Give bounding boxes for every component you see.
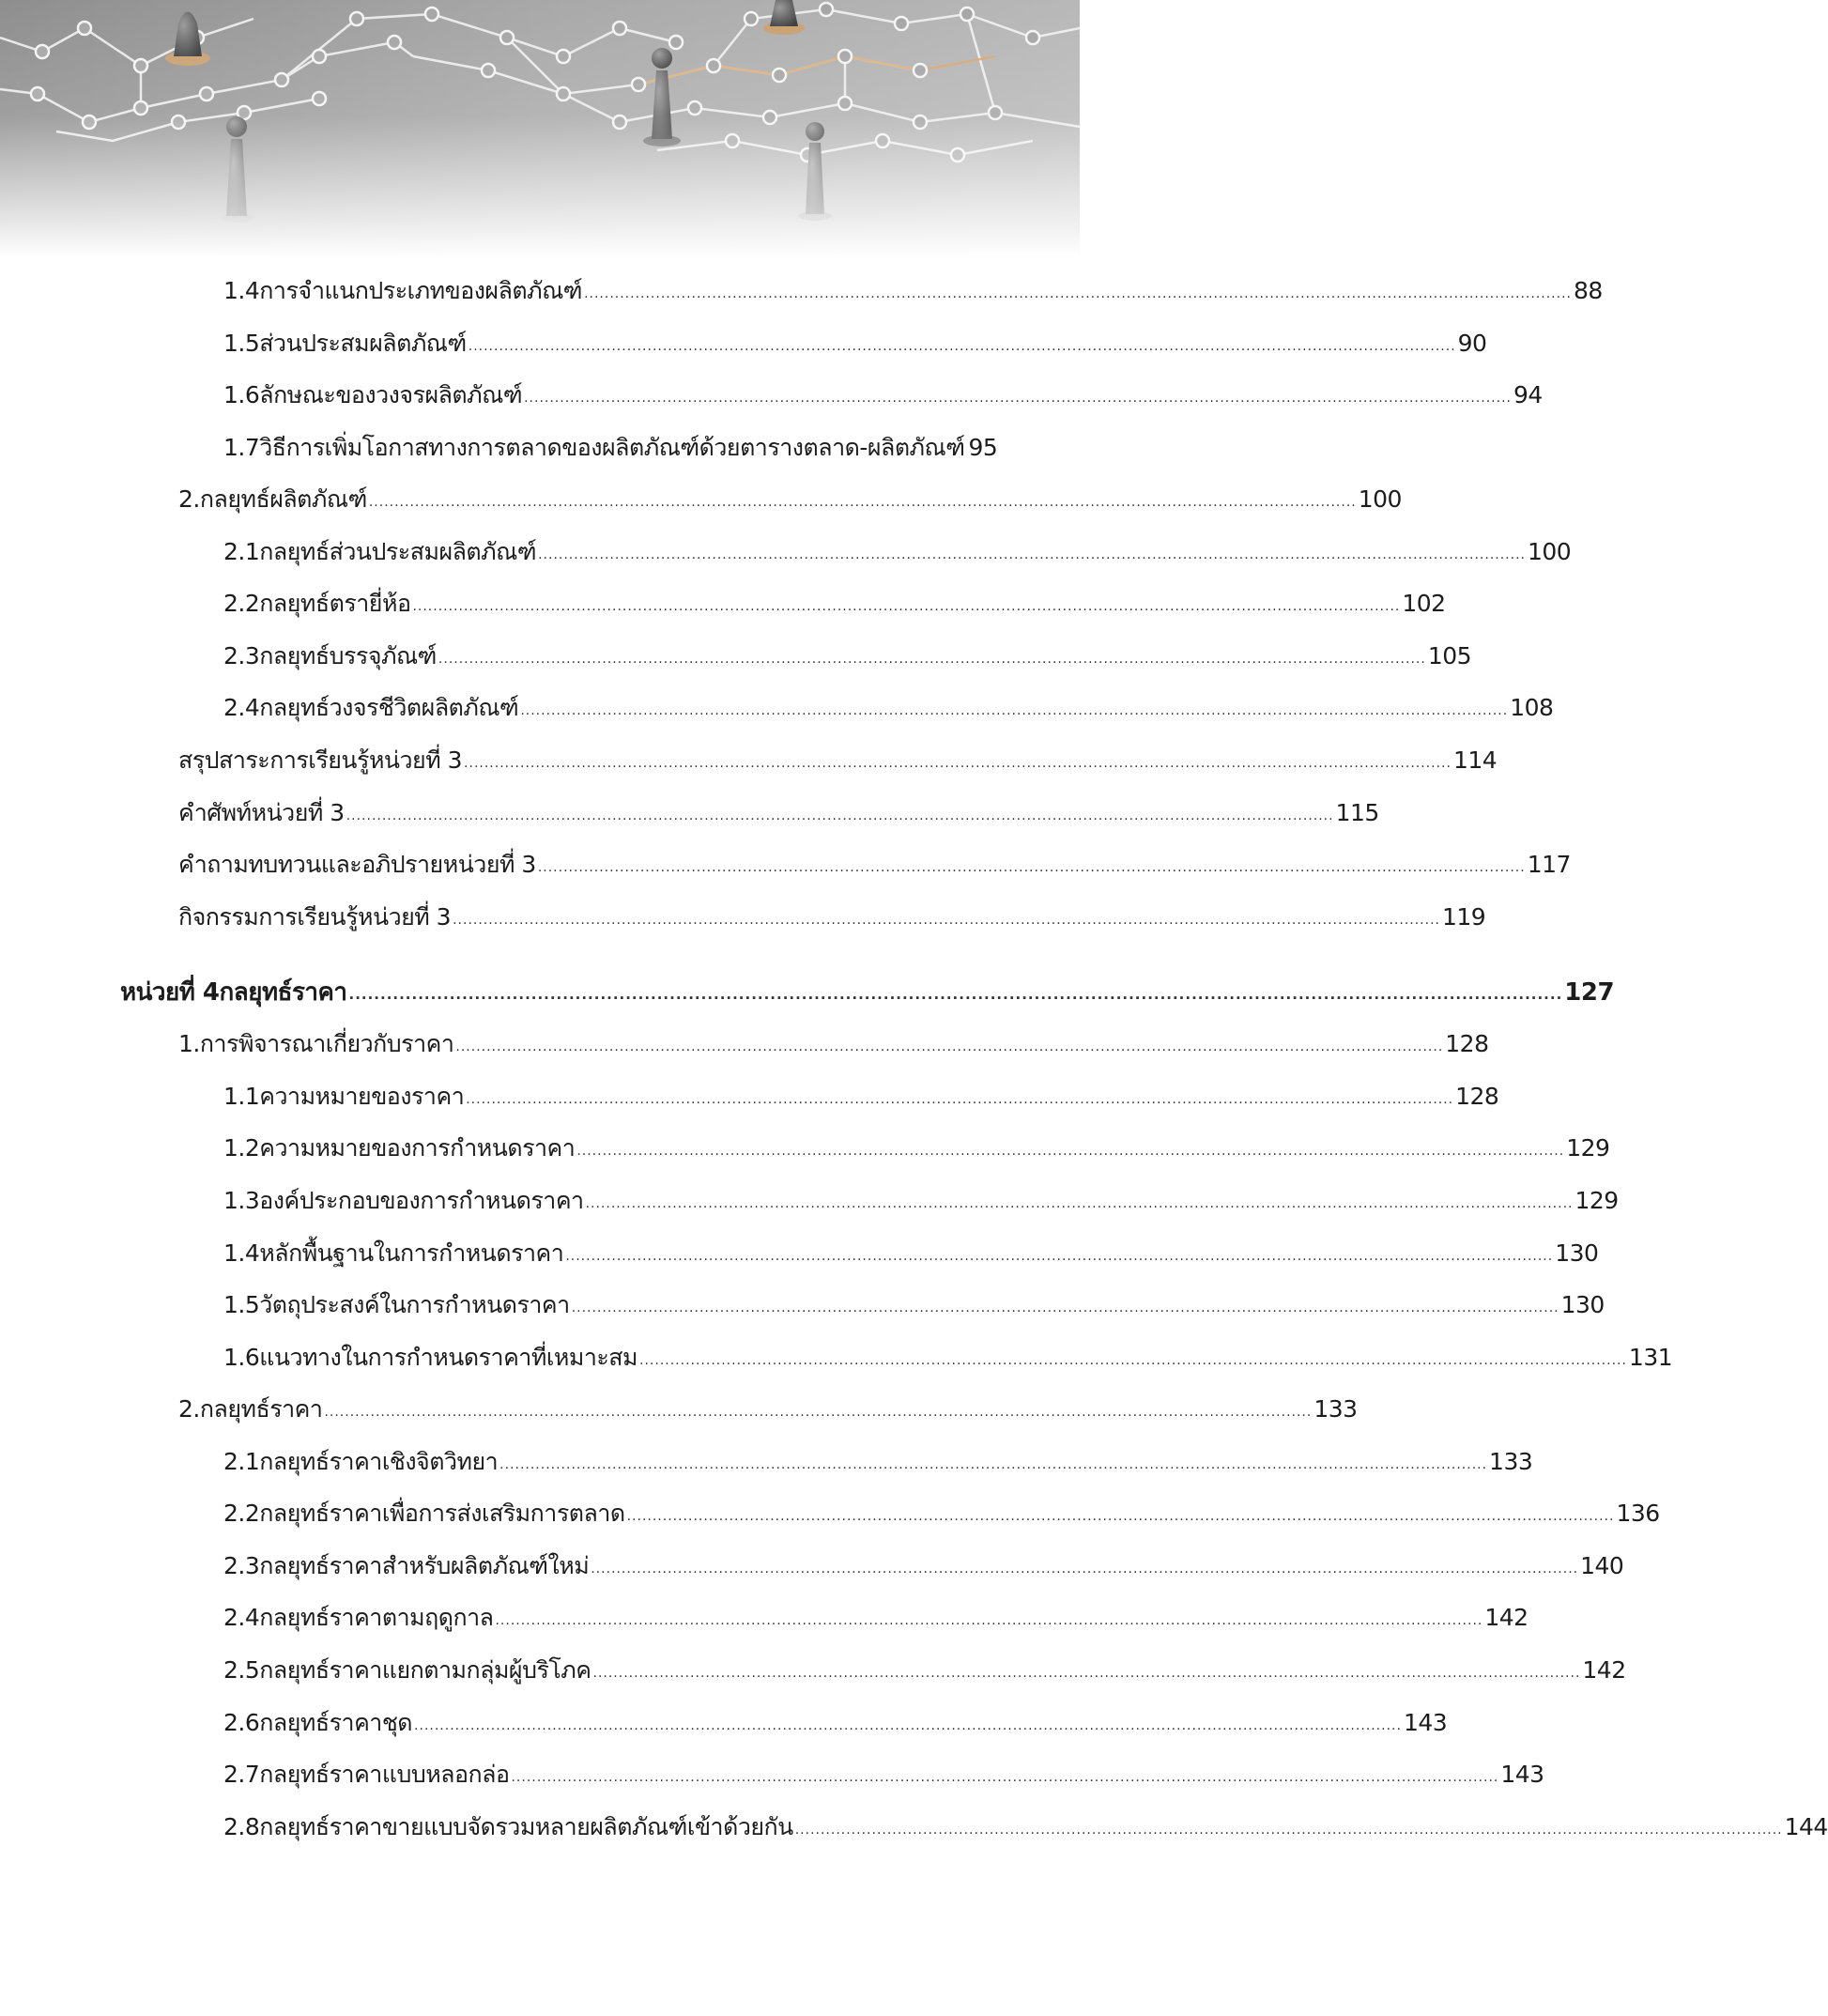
toc-entry[interactable] [178,794,1379,832]
toc-entry[interactable] [223,325,1487,362]
toc-entry-title: คำถามทบทวนและอภิปรายหน่วยที่ 3 [178,851,536,878]
dot-leader: ................................................................................................................................................................................................. [584,286,1572,301]
toc-entry-page: 143 [1500,1761,1544,1788]
dot-leader: ................................................................................................................................................................................................. [414,1718,1402,1733]
toc-entry-page: 129 [1575,1187,1619,1214]
dot-leader: ................................................................................................................................................................................................. [495,1613,1483,1628]
toc-entry[interactable] [223,1547,1624,1585]
toc-entry-number: 1.2 [223,1134,260,1162]
toc-entry-number: 1.4 [223,277,260,304]
toc-entry[interactable] [223,1339,1673,1377]
toc-entry-title: ความหมายของการกำหนดราคา [259,1134,576,1162]
dot-leader: ................................................................................................................................................................................................. [794,1823,1783,1838]
toc-entry-page: 108 [1510,694,1554,721]
toc-entry-page: 88 [1573,277,1603,304]
toc-entry[interactable] [223,1808,1828,1846]
toc-entry-page: 140 [1580,1552,1624,1579]
toc-entry-title: คำศัพท์หน่วยที่ 3 [178,799,345,826]
toc-entry[interactable] [223,1495,1660,1532]
toc-entry-page: 100 [1358,485,1402,513]
toc-unit-title: กลยุทธ์ราคา [219,978,347,1007]
toc-entry-page: 94 [1513,381,1543,408]
toc-entry-page: 142 [1582,1656,1626,1684]
toc-entry[interactable] [178,1391,1358,1428]
dot-leader: ................................................................................................................................................................................................. [468,339,1456,354]
toc-entry-title: กลยุทธ์วงจรชีวิตผลิตภัณฑ์ [259,694,519,721]
toc-entry-number: 1.4 [223,1239,260,1267]
toc-entry-title: กลยุทธ์ราคาเชิงจิตวิทยา [259,1448,499,1475]
toc-entry[interactable] [223,533,1572,571]
toc-entry-number: 2.3 [223,642,260,669]
toc-entry-page: 143 [1403,1709,1448,1736]
toc-entry[interactable] [223,689,1554,727]
toc-entry-page: 128 [1455,1083,1499,1110]
toc-entry-page: 130 [1560,1291,1605,1318]
toc-entry-number: 2.2 [223,1500,260,1527]
dot-leader: ................................................................................................................................................................................................. [466,1092,1454,1107]
toc-entry-page: 95 [968,434,998,461]
toc-entry-page: 144 [1784,1813,1828,1840]
toc-entry-page: 90 [1457,330,1487,357]
toc-entry[interactable] [223,1652,1626,1689]
toc-entry-page: 136 [1616,1500,1660,1527]
toc-entry[interactable] [223,1599,1528,1637]
toc-entry-number: 1.5 [223,1291,260,1318]
header-banner-image [0,0,1080,258]
toc-entry-title: กลยุทธ์ราคาแยกตามกลุ่มผู้บริโภค [259,1656,591,1684]
toc-entry-title: กลยุทธ์ราคาเพื่อการส่งเสริมการตลาด [259,1500,625,1527]
toc-entry-page: 119 [1441,903,1486,931]
dot-leader: ................................................................................................................................................................................................. [520,703,1509,718]
toc-entry[interactable] [223,429,998,467]
dot-leader: ................................................................................................................................................................................................. [538,547,1526,562]
toc-entry[interactable] [223,585,1446,623]
dot-leader: ................................................................................................................................................................................................. [511,1770,1499,1785]
dot-leader: ................................................................................................................................................................................................. [455,1039,1444,1054]
toc-entry-number: 2.8 [223,1813,260,1840]
toc-entry-page: 129 [1566,1134,1610,1162]
toc-entry-title: กลยุทธ์ราคา [199,1395,323,1423]
toc-entry-page: 114 [1452,746,1498,774]
toc-entry-page: 102 [1402,590,1446,617]
toc-entry-title: กลยุทธ์บรรจุภัณฑ์ [259,642,437,669]
toc-entry-title: หลักพื้นฐานในการกำหนดราคา [259,1239,564,1267]
dot-leader: ................................................................................................................................................................................................. [591,1562,1579,1577]
toc-entry[interactable] [223,272,1603,310]
toc-entry[interactable] [223,377,1543,414]
dot-leader: ................................................................................................................................................................................................. [592,1666,1581,1681]
toc-entry-title: กลยุทธ์ราคาขายแบบจัดรวมหลายผลิตภัณฑ์เข้าด้วยกัน [259,1813,793,1840]
dot-leader: ................................................................................................................................................................................................. [346,808,1334,823]
toc-entry-page: 142 [1484,1604,1528,1631]
toc-entry-title: กลยุทธ์ผลิตภัณฑ์ [199,485,367,513]
toc-entry-page: 105 [1427,642,1472,669]
toc-entry-number: 1. [178,1030,200,1057]
toc-entry[interactable] [223,1704,1448,1742]
toc-entry-number: 2. [178,1395,200,1423]
toc-entry-title: องค์ประกอบของการกำหนดราคา [259,1187,584,1214]
toc-entry-number: 1.3 [223,1187,260,1214]
toc-entry-number: 1.6 [223,1344,260,1371]
toc-entry-page: 133 [1313,1395,1358,1423]
toc-entry-title: กิจกรรมการเรียนรู้หน่วยที่ 3 [178,903,452,931]
toc-entry-number: 2.4 [223,694,260,721]
toc-entry-title: ส่วนประสมผลิตภัณฑ์ [259,330,467,357]
dot-leader: ................................................................................................................................................................................................. [368,495,1357,510]
dot-leader: ................................................................................................................................................................................................. [576,1144,1565,1159]
dot-leader: ................................................................................................................................................................................................. [537,860,1526,875]
dot-leader: ................................................................................................................................................................................................. [499,1457,1488,1472]
toc-entry-title: สรุปสาระการเรียนรู้หน่วยที่ 3 [178,746,463,774]
dot-leader: ................................................................................................................................................................................................. [626,1509,1615,1524]
toc-entry-number: 2.1 [223,1448,260,1475]
toc-entry[interactable] [178,899,1486,936]
toc-entry-number: 2.6 [223,1709,260,1736]
toc-entry[interactable] [223,638,1472,675]
toc-entry-title: กลยุทธ์ราคาสำหรับผลิตภัณฑ์ใหม่ [259,1552,590,1579]
toc-entry-title: กลยุทธ์ราคาตามฤดูกาล [259,1604,494,1631]
toc-entry-title: กลยุทธ์ราคาชุด [259,1709,413,1736]
dot-leader: ................................................................................................................................................................................................. [639,1353,1627,1368]
dot-leader: ................................................................................................................................................................................................. [438,652,1426,667]
toc-entry-page: 115 [1335,799,1379,826]
toc-entry-number: 1.6 [223,381,260,408]
toc-entry[interactable] [223,1235,1599,1272]
toc-entry-number: 2.1 [223,538,260,565]
dot-leader: ................................................................................................................................................................................................. [565,1249,1554,1264]
toc-entry-number: 2.4 [223,1604,260,1631]
toc-entry[interactable] [223,1078,1499,1116]
toc-entry[interactable] [223,1130,1610,1167]
toc-entry-title: การพิจารณาเกี่ยวกับราคา [199,1030,454,1057]
dot-leader: ................................................................................................................................................................................................. [571,1300,1559,1316]
toc-entry-page: 100 [1527,538,1572,565]
toc-entry[interactable] [178,481,1402,518]
dot-leader: ................................................................................................................................................................................................. [464,756,1452,771]
dot-leader: ................................................................................................................................................................................................. [453,913,1440,928]
dot-leader: ................................................................................................................................................................................................. [524,391,1512,406]
toc-entry-page: 130 [1555,1239,1599,1267]
toc-entry[interactable] [178,1025,1489,1063]
toc-entry-title: ความหมายของราคา [259,1083,465,1110]
toc-entry-title: กลยุทธ์ราคาแบบหลอกล่อ [259,1761,510,1788]
toc-entry-number: 2.2 [223,590,260,617]
toc-unit-heading[interactable] [120,973,1615,1011]
toc-entry[interactable] [223,1286,1605,1324]
toc-entry-number: 1.7 [223,434,260,461]
toc-unit-number: หน่วยที่ 4 [120,978,220,1007]
toc-entry-title: วัตถุประสงค์ในการกำหนดราคา [259,1291,570,1318]
dot-leader: ................................................................................................................................................................................................. [412,599,1401,614]
chess-network-illustration [0,0,1080,258]
toc-entry-number: 2.3 [223,1552,260,1579]
toc-entry[interactable] [178,742,1498,779]
dot-leader: ................................................................................................................................................................................................. [324,1405,1313,1420]
dot-leader: ................................................................................................................................................................................................. [348,986,1563,1003]
dot-leader: ................................................................................................................................................................................................. [585,1196,1574,1211]
toc-entry-title: กลยุทธ์ตรายี่ห้อ [259,590,411,617]
toc-entry-title: การจำแนกประเภทของผลิตภัณฑ์ [259,277,583,304]
toc-entry-number: 2. [178,485,200,513]
toc-entry[interactable] [178,846,1571,884]
toc-entry-title: กลยุทธ์ส่วนประสมผลิตภัณฑ์ [259,538,537,565]
toc-entry-number: 1.5 [223,330,260,357]
toc-entry-page: 133 [1489,1448,1533,1475]
toc-entry[interactable] [223,1443,1533,1481]
toc-entry[interactable] [223,1756,1544,1793]
toc-entry-page: 117 [1527,851,1571,878]
toc-entry-title: ลักษณะของวงจรผลิตภัณฑ์ [259,381,523,408]
toc-unit-page: 127 [1564,978,1615,1007]
toc-entry-page: 131 [1628,1344,1673,1371]
toc-entry-number: 2.7 [223,1761,260,1788]
toc-entry-number: 2.5 [223,1656,260,1684]
toc-entry-title: แนวทางในการกำหนดราคาที่เหมาะสม [259,1344,638,1371]
toc-entry-page: 128 [1445,1030,1489,1057]
toc-entry-number: 1.1 [223,1083,260,1110]
toc-entry[interactable] [223,1182,1619,1220]
toc-entry-title: วิธีการเพิ่มโอกาสทางการตลาดของผลิตภัณฑ์ด้วยตารางตลาด-ผลิตภัณฑ์ [259,434,965,461]
